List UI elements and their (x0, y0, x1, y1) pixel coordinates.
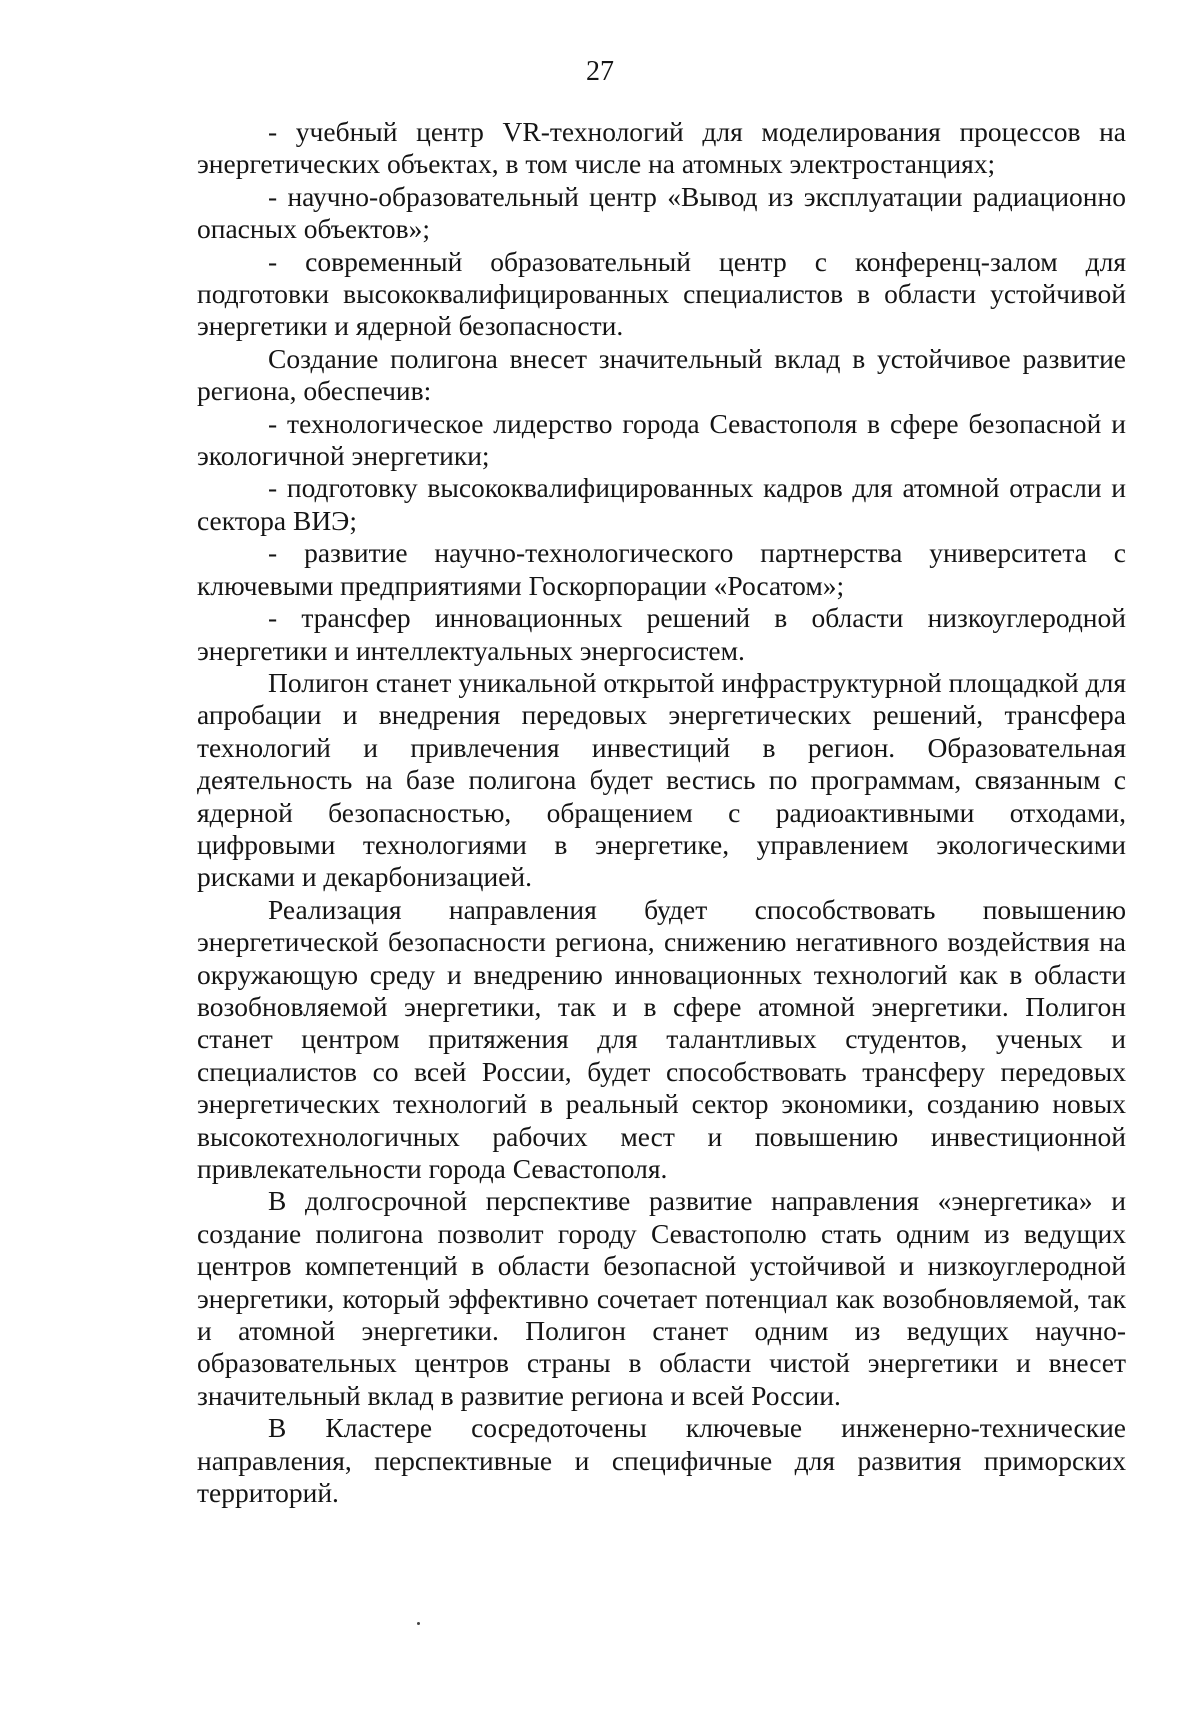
paragraph-cluster-directions: В Кластере сосредоточены ключевые инженерно-технические направления, перспективные и специфичные для развития приморских территорий. (197, 1412, 1126, 1509)
scan-speck (417, 1622, 420, 1625)
document-body (197, 116, 1126, 1509)
paragraph-rosatom-partnership: - развитие научно-технологического партнерства университета с ключевыми предприятиями Госкорпорации «Росатом»; (197, 537, 1126, 601)
paragraph-innovation-transfer: - трансфер инновационных решений в области низкоуглеродной энергетики и интеллектуальных энергосистем. (197, 602, 1126, 666)
paragraph-staff-training: - подготовку высококвалифицированных кадров для атомной отрасли и сектора ВИЭ; (197, 472, 1126, 536)
paragraph-conference-center: - современный образовательный центр с конференц-залом для подготовки высококвалифицированных специалистов в области устойчивой энергетики и ядерной безопасности. (197, 245, 1126, 342)
paragraph-polygon-contribution: Создание полигона внесет значительный вклад в устойчивое развитие региона, обеспечив: (197, 342, 1126, 407)
paragraph-decommissioning-center: - научно-образовательный центр «Вывод из эксплуатации радиационно опасных объектов»; (197, 180, 1126, 245)
paragraph-infrastructure-platform: Полигон станет уникальной открытой инфраструктурной площадкой для апробации и внедрения передовых энергетических решений, трансфера технологий и привлечения инвестиций в регион. Образовательная деятельность на базе полигона будет вестись по программам, связанным с ядерной безопасностью, обращением с радиоактивными отходами, цифровыми технологиями в энергетике, управлением экологическими рисками и декарбонизацией. (197, 666, 1126, 893)
paragraph-vr-training-center: - учебный центр VR-технологий для моделирования процессов на энергетических объектах, в том числе на атомных электростанциях; (197, 116, 1126, 180)
paragraph-long-term-perspective: В долгосрочной перспективе развитие направления «энергетика» и создание полигона позволит городу Севастополю стать одним из ведущих центров компетенций в области безопасной устойчивой и низкоуглеродной энергетики, который эффективно сочетает потенциал как возобновляемой, так и атомной энергетики. Полигон станет одним из ведущих научно-образовательных центров страны в области чистой энергетики и внесет значительный вклад в развитие региона и всей России. (197, 1185, 1126, 1411)
paragraph-energy-security: Реализация направления будет способствовать повышению энергетической безопасности региона, снижению негативного воздействия на окружающую среду и внедрению инновационных технологий как в области возобновляемой энергетики, так и в сфере атомной энергетики. Полигон станет центром притяжения для талантливых студентов, ученых и специалистов со всей России, будет способствовать трансферу передовых энергетических технологий в реальный сектор экономики, созданию новых высокотехнологичных рабочих мест и повышению инвестиционной привлекательности города Севастополя. (197, 893, 1126, 1184)
page-number: 27 (586, 56, 614, 87)
paragraph-technology-leadership: - технологическое лидерство города Севастополя в сфере безопасной и экологичной энергетики; (197, 407, 1126, 472)
